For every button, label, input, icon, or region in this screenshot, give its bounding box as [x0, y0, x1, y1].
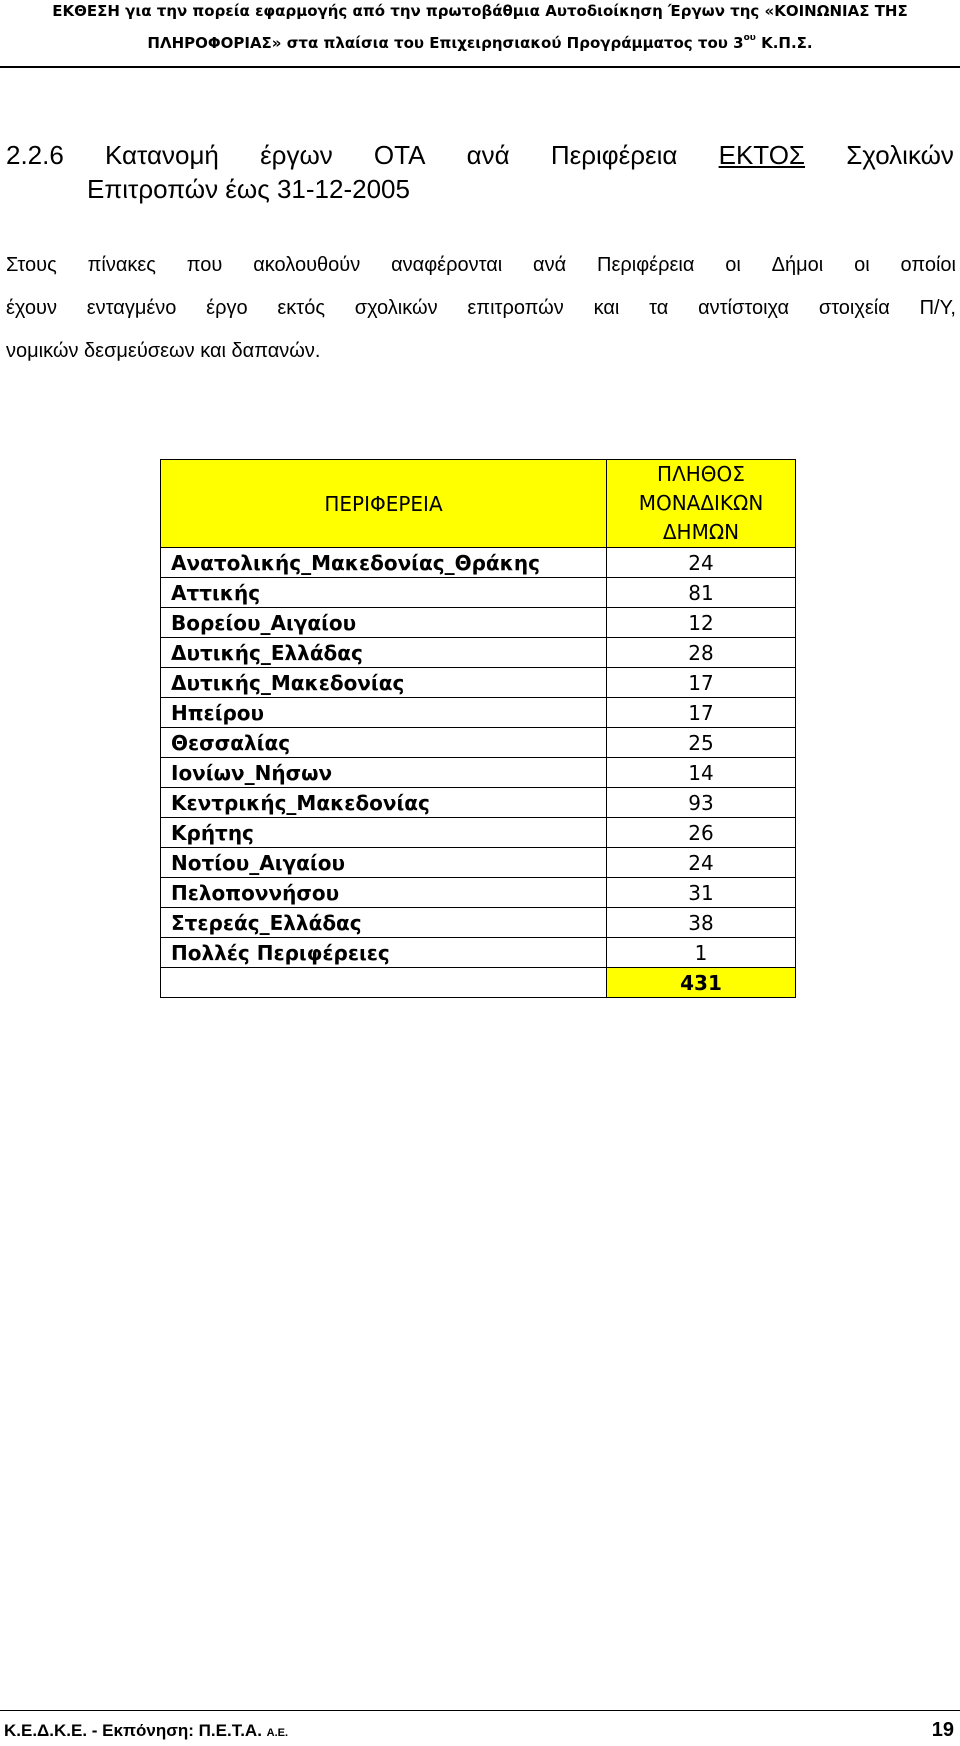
region-cell: Δυτικής_Μακεδονίας — [161, 668, 607, 698]
table-row — [161, 788, 796, 818]
table-row — [161, 848, 796, 878]
column-header-count-line: ΜΟΝΑΔΙΚΩΝ — [638, 491, 764, 515]
table-row — [161, 728, 796, 758]
intro-word: οι — [725, 254, 741, 276]
column-header-region: ΠΕΡΙΦΕΡΕΙΑ — [161, 460, 607, 548]
table-row — [161, 578, 796, 608]
heading-word: Σχολικών — [846, 140, 954, 170]
section-heading-line-1 — [6, 138, 954, 172]
table-row — [161, 938, 796, 968]
count-cell: 14 — [607, 758, 796, 788]
table-row — [161, 878, 796, 908]
region-cell: Στερεάς_Ελλάδας — [161, 908, 607, 938]
table-header-row — [161, 460, 796, 548]
count-cell: 28 — [607, 638, 796, 668]
region-cell: Ηπείρου — [161, 698, 607, 728]
regions-table — [160, 459, 796, 998]
heading-word: Περιφέρεια — [550, 140, 678, 170]
region-cell: Πελοποννήσου — [161, 878, 607, 908]
total-row — [161, 968, 796, 998]
table-row — [161, 608, 796, 638]
intro-line-1 — [6, 244, 956, 287]
footer-credit-small: Α.Ε. — [266, 1727, 289, 1739]
region-cell: Βορείου_Αιγαίου — [161, 608, 607, 638]
region-cell: Θεσσαλίας — [161, 728, 607, 758]
count-cell: 24 — [607, 548, 796, 578]
region-cell: Νοτίου_Αιγαίου — [161, 848, 607, 878]
total-label-cell — [161, 968, 607, 998]
page-footer — [0, 1710, 960, 1746]
section-number: 2.2.6 — [6, 140, 64, 170]
intro-word: οι — [854, 254, 870, 276]
count-cell: 17 — [607, 668, 796, 698]
intro-word: έχουν — [6, 297, 57, 319]
footer-credit-text: Κ.Ε.Δ.Κ.Ε. - Εκπόνηση: Π.Ε.Τ.Α. — [4, 1721, 267, 1740]
table-row — [161, 758, 796, 788]
header-line-1: ΕΚΘΕΣΗ για την πορεία εφαρμογής από την πρωτοβάθμια Αυτοδιοίκηση Έργων της «ΚΟΙΝΩΝΙΑΣ ΤΗΣ — [52, 2, 908, 20]
table-row — [161, 668, 796, 698]
heading-word: έργων — [260, 140, 333, 170]
table-row — [161, 818, 796, 848]
page-number: 19 — [931, 1719, 954, 1741]
intro-line-2 — [6, 287, 956, 330]
region-cell: Ανατολικής_Μακεδονίας_Θράκης — [161, 548, 607, 578]
region-cell: Πολλές Περιφέρειες — [161, 938, 607, 968]
region-cell: Δυτικής_Ελλάδας — [161, 638, 607, 668]
count-cell: 1 — [607, 938, 796, 968]
intro-word: επιτροπών — [467, 297, 564, 319]
intro-word: ενταγμένο — [86, 297, 177, 319]
region-cell: Αττικής — [161, 578, 607, 608]
intro-word: ανά — [533, 254, 567, 276]
header-line-2-end: Κ.Π.Σ. — [755, 34, 813, 52]
table-row — [161, 908, 796, 938]
page-header — [0, 0, 960, 68]
count-cell: 38 — [607, 908, 796, 938]
intro-word: Π/Υ, — [919, 297, 956, 319]
header-superscript: ου — [743, 33, 756, 43]
heading-underlined-word: ΕΚΤΟΣ — [718, 140, 806, 170]
count-cell: 26 — [607, 818, 796, 848]
column-header-count — [607, 460, 796, 548]
count-cell: 24 — [607, 848, 796, 878]
table-row — [161, 698, 796, 728]
count-cell: 12 — [607, 608, 796, 638]
heading-word: ΟΤΑ — [373, 140, 426, 170]
count-cell: 81 — [607, 578, 796, 608]
intro-word: που — [186, 254, 223, 276]
region-cell: Κεντρικής_Μακεδονίας — [161, 788, 607, 818]
intro-word: τα — [649, 297, 669, 319]
intro-word: αναφέρονται — [391, 254, 503, 276]
intro-word: Περιφέρεια — [597, 254, 695, 276]
column-header-count-line: ΔΗΜΩΝ — [662, 520, 740, 544]
total-cell: 431 — [607, 968, 796, 998]
intro-word: στοιχεία — [818, 297, 890, 319]
region-cell: Κρήτης — [161, 818, 607, 848]
count-cell: 17 — [607, 698, 796, 728]
header-line-2-text: ΠΛΗΡΟΦΟΡΙΑΣ» στα πλαίσια του Επιχειρησιακού Προγράμματος του 3 — [147, 34, 744, 52]
section-heading-line-2: Επιτροπών έως 31-12-2005 — [87, 174, 410, 204]
count-cell: 25 — [607, 728, 796, 758]
count-cell: 93 — [607, 788, 796, 818]
heading-word: ανά — [466, 140, 510, 170]
section-heading — [6, 138, 954, 206]
intro-word: ακολουθούν — [253, 254, 361, 276]
header-line-2 — [0, 34, 960, 52]
intro-word: οποίοι — [900, 254, 956, 276]
table-row — [161, 638, 796, 668]
intro-word: αντίστοιχα — [698, 297, 790, 319]
intro-word: σχολικών — [354, 297, 438, 319]
intro-word: και — [593, 297, 620, 319]
column-header-count-line: ΠΛΗΘΟΣ — [657, 462, 745, 486]
intro-word: εκτός — [277, 297, 325, 319]
heading-word: Κατανομή — [105, 140, 219, 170]
intro-paragraph — [6, 244, 956, 373]
footer-credit — [4, 1721, 288, 1741]
intro-word: Δήμοι — [771, 254, 824, 276]
intro-line-3: νομικών δεσμεύσεων και δαπανών. — [6, 340, 321, 362]
intro-word: πίνακες — [87, 254, 156, 276]
intro-word: έργο — [206, 297, 248, 319]
intro-word: Στους — [6, 254, 57, 276]
count-cell: 31 — [607, 878, 796, 908]
region-cell: Ιονίων_Νήσων — [161, 758, 607, 788]
table-row — [161, 548, 796, 578]
